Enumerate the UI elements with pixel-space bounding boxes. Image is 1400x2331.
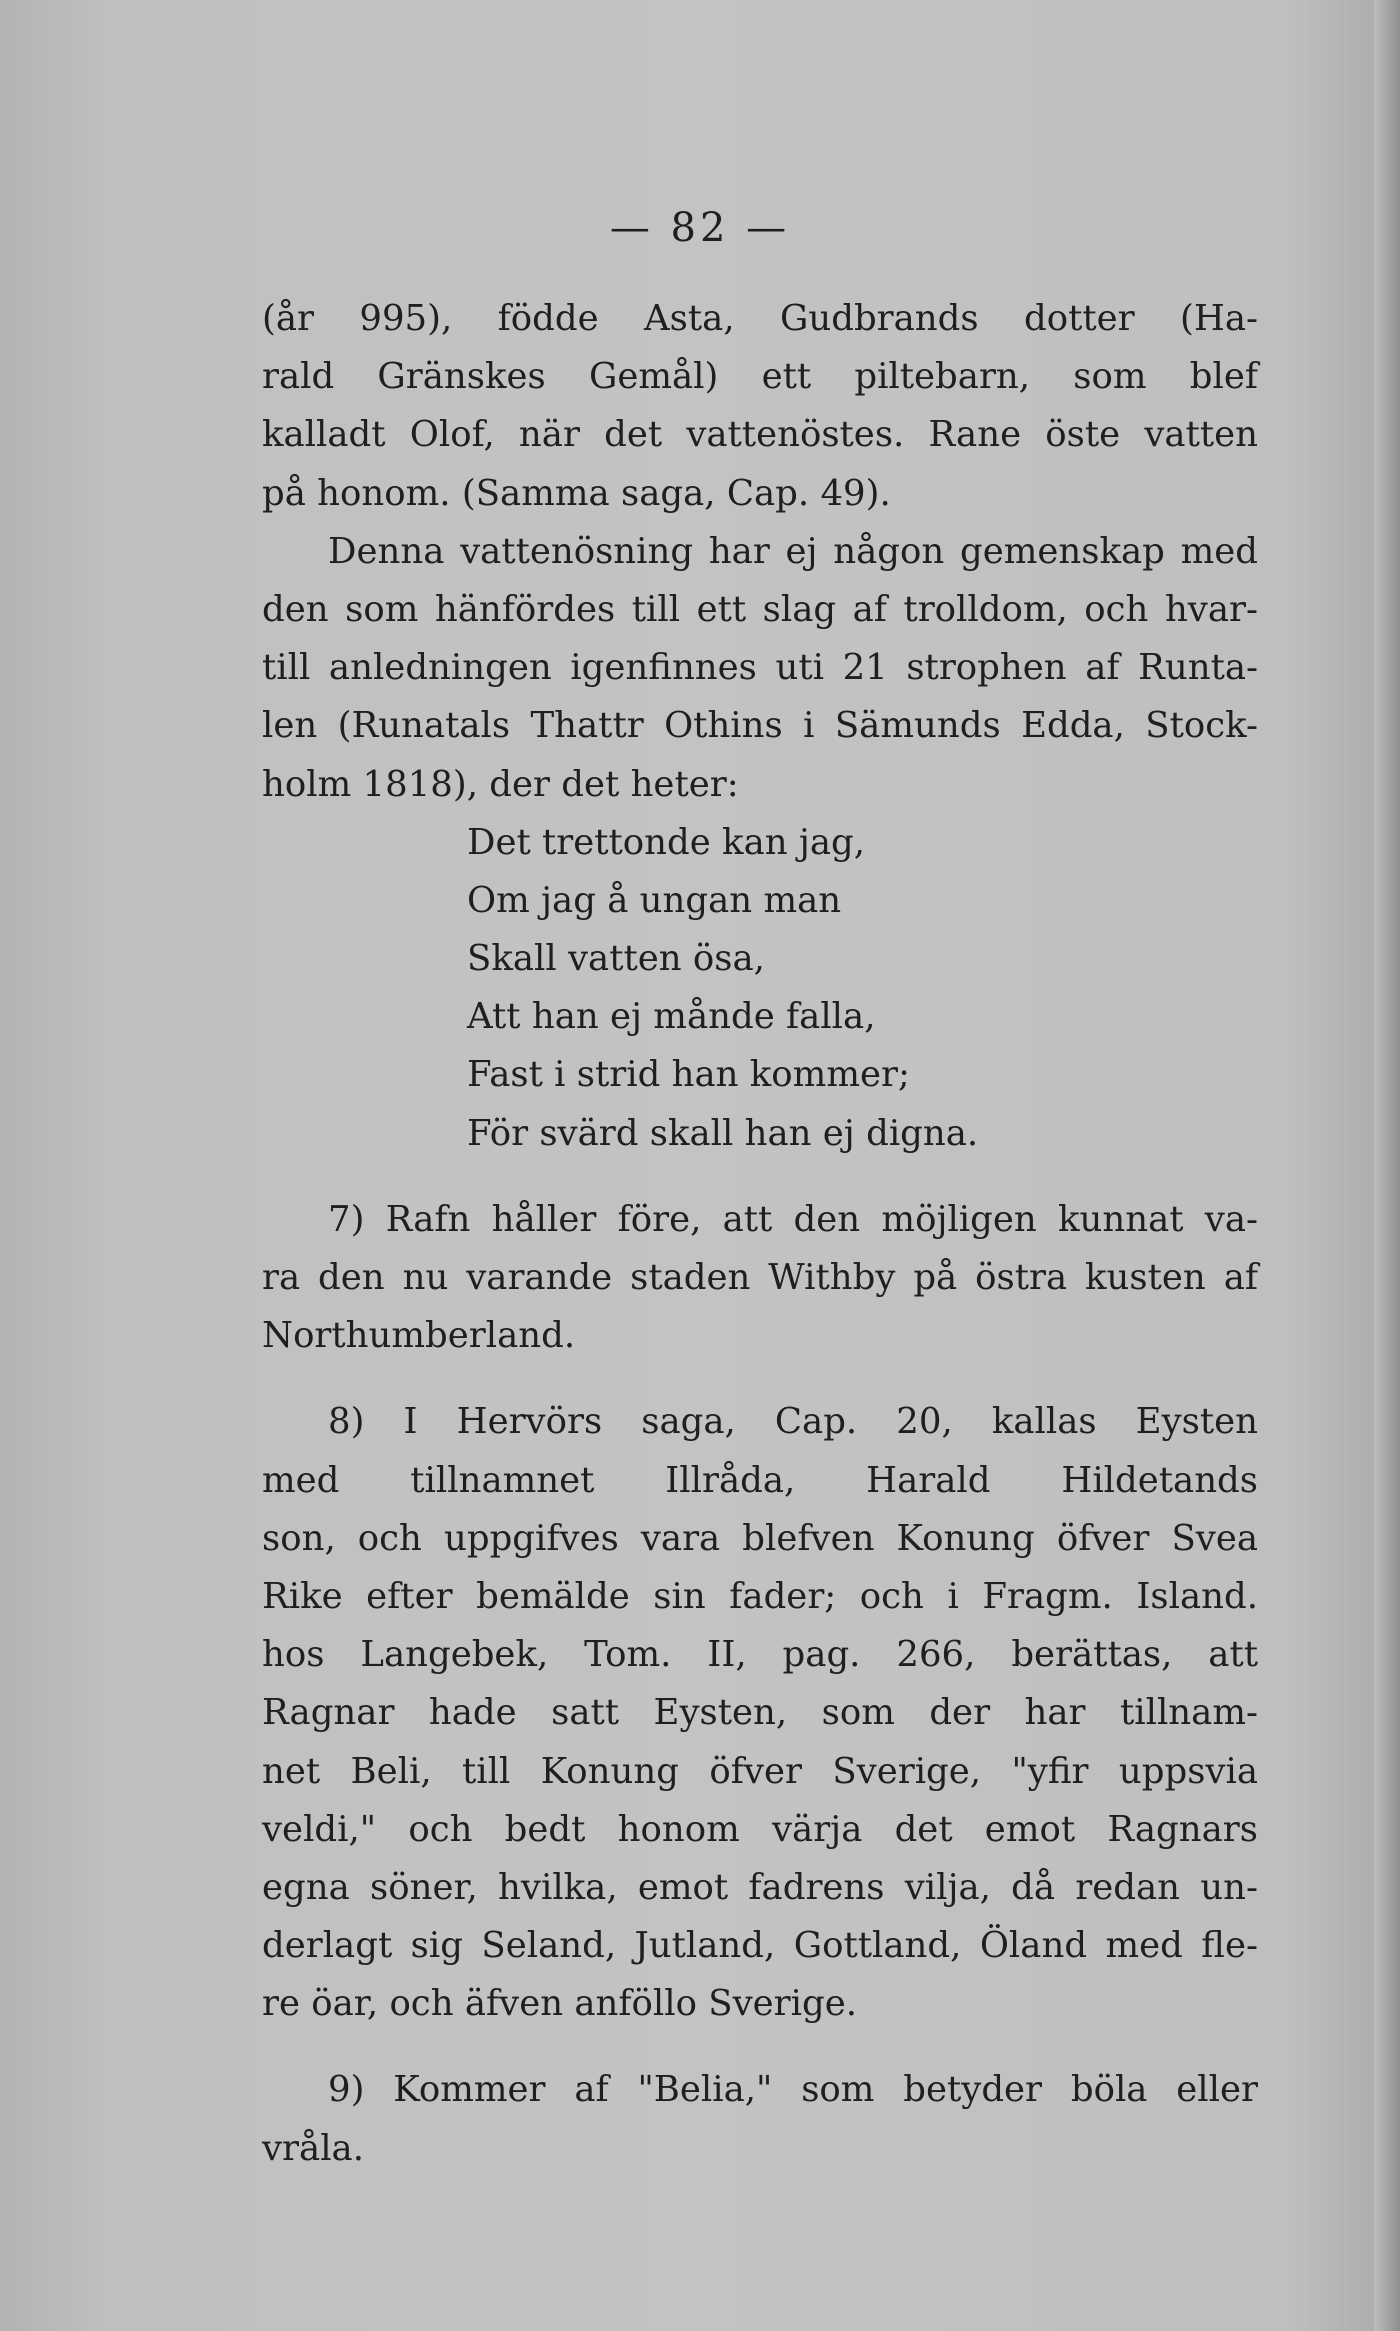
text-line: Denna vattenösning har ej någon gemenskap med bbox=[328, 530, 1258, 572]
footnote-line: Northumberland. bbox=[262, 1315, 576, 1357]
footnote-line: ra den nu varande staden Withby på östra kusten af bbox=[262, 1257, 1258, 1298]
text-line: den som hänfördes till ett slag af trolldom, och hvar- bbox=[262, 588, 1258, 630]
footnote-line: derlagt sig Seland, Jutland, Gottland, Öland med fle- bbox=[262, 1925, 1258, 1967]
footnote-line: re öar, och äfven anföllo Sverige. bbox=[262, 1983, 857, 2025]
text-line: till anledningen igenfinnes uti 21 strophen af Runta- bbox=[262, 647, 1258, 689]
verse-line: Det trettonde kan jag, bbox=[467, 821, 866, 863]
footnote-line: net Beli, till Konung öfver Sverige, "yfir uppsvia bbox=[262, 1750, 1258, 1792]
footnote-line: hos Langebek, Tom. II, pag. 266, berättas, att bbox=[262, 1634, 1258, 1676]
footnote-line: med tillnamnet Illråda, Harald Hildetands bbox=[262, 1459, 1258, 1501]
verse-line: Skall vatten ösa, bbox=[467, 938, 765, 980]
text-line: (år 995), födde Asta, Gudbrands dotter (Ha- bbox=[262, 298, 1258, 339]
page-edge-shadow bbox=[1374, 0, 1400, 2331]
footnote-line: egna söner, hvilka, emot fadrens vilja, då redan un- bbox=[262, 1866, 1258, 1908]
footnote-line: Ragnar hade satt Eysten, som der har tillnam- bbox=[262, 1692, 1258, 1734]
text-line: len (Runatals Thattr Othins i Sämunds Edda, Stock- bbox=[262, 705, 1258, 747]
verse-line: För svärd skall han ej digna. bbox=[467, 1112, 979, 1154]
verse-line: Att han ej månde falla, bbox=[467, 996, 876, 1038]
footnote-line: veldi," och bedt honom värja det emot Ragnars bbox=[262, 1808, 1258, 1850]
page-number: — 82 — bbox=[609, 205, 791, 251]
verse-line: Fast i strid han kommer; bbox=[467, 1054, 910, 1096]
text-line: holm 1818), der det heter: bbox=[262, 763, 739, 805]
footnote-line: 7) Rafn håller före, att den möjligen kunnat va- bbox=[328, 1198, 1258, 1240]
footnote-line: Rike efter bemälde sin fader; och i Fragm. Island. bbox=[262, 1575, 1258, 1617]
page-body bbox=[262, 290, 1258, 2178]
text-line: kalladt Olof, när det vattenöstes. Rane öste vatten bbox=[262, 414, 1258, 456]
footnote-line: 9) Kommer af "Belia," som betyder böla eller bbox=[328, 2069, 1258, 2111]
text-line: rald Gränskes Gemål) ett piltebarn, som blef bbox=[262, 356, 1258, 398]
footnote-line: 8) I Hervörs saga, Cap. 20, kallas Eysten bbox=[328, 1401, 1258, 1443]
text-line: på honom. (Samma saga, Cap. 49). bbox=[262, 472, 891, 514]
verse-line: Om jag å ungan man bbox=[467, 879, 842, 921]
footnote-line: vråla. bbox=[262, 2127, 364, 2169]
footnote-line: son, och uppgifves vara blefven Konung öfver Svea bbox=[262, 1517, 1258, 1559]
